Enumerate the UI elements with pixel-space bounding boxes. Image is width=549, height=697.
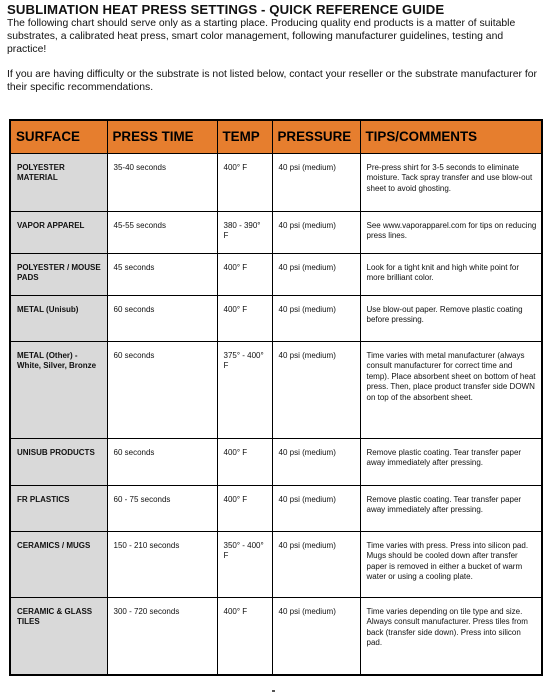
cell-tips: Time varies depending on tile type and size. Always consult manufacturer. Press tiles from back (transfer side down). Press into silicon pad.: [360, 597, 542, 675]
column-header-surface: SURFACE: [10, 120, 107, 153]
cell-tips: Use blow-out paper. Remove plastic coating before pressing.: [360, 295, 542, 341]
cell-pressure: 40 psi (medium): [272, 485, 360, 531]
settings-table: [9, 119, 543, 676]
cell-tips: See www.vaporapparel.com for tips on reducing press lines.: [360, 211, 542, 253]
table-row: [10, 295, 542, 341]
cell-tips: Time varies with metal manufacturer (always consult manufacturer for correct time and temp). Place absorbent sheet on bottom of heat press. Then, place product transfer side DOWN on top of the absorbent sheet.: [360, 341, 542, 438]
cell-temp: 380 - 390° F: [217, 211, 272, 253]
cell-press-time: 60 - 75 seconds: [107, 485, 217, 531]
column-header-pressure: PRESSURE: [272, 120, 360, 153]
cell-pressure: 40 psi (medium): [272, 153, 360, 211]
table-row: [10, 153, 542, 211]
table-row: [10, 597, 542, 675]
cell-tips: Look for a tight knit and high white point for more brilliant color.: [360, 253, 542, 295]
cell-surface: CERAMICS / MUGS: [10, 531, 107, 597]
cell-press-time: 45-55 seconds: [107, 211, 217, 253]
cell-pressure: 40 psi (medium): [272, 211, 360, 253]
cell-surface: POLYESTER / MOUSE PADS: [10, 253, 107, 295]
contact-paragraph: If you are having difficulty or the substrate is not listed below, contact your reseller or the substrate manufacturer for their specific recommendations.: [7, 69, 537, 93]
table-row: [10, 438, 542, 485]
cell-pressure: 40 psi (medium): [272, 438, 360, 485]
cell-temp: 400° F: [217, 153, 272, 211]
cell-surface: VAPOR APPAREL: [10, 211, 107, 253]
cell-temp: 400° F: [217, 597, 272, 675]
intro-paragraph: The following chart should serve only as a starting place. Producing quality end products is a matter of suitable substrates, a calibrated heat press, smart color management, following manufacturer guidelines, testing and practice!: [7, 18, 516, 55]
table-row: [10, 341, 542, 438]
cell-temp: 400° F: [217, 295, 272, 341]
cell-press-time: 60 seconds: [107, 295, 217, 341]
cell-surface: UNISUB PRODUCTS: [10, 438, 107, 485]
cell-press-time: 45 seconds: [107, 253, 217, 295]
cell-tips: Remove plastic coating. Tear transfer paper away immediately after pressing.: [360, 438, 542, 485]
cell-pressure: 40 psi (medium): [272, 295, 360, 341]
cell-pressure: 40 psi (medium): [272, 253, 360, 295]
cell-surface: FR PLASTICS: [10, 485, 107, 531]
table-row: [10, 531, 542, 597]
table-row: [10, 485, 542, 531]
cell-temp: 350° - 400° F: [217, 531, 272, 597]
table-row: [10, 253, 542, 295]
cell-tips: Remove plastic coating. Tear transfer paper away immediately after pressing.: [360, 485, 542, 531]
table-header-row: [10, 120, 542, 153]
cell-press-time: 300 - 720 seconds: [107, 597, 217, 675]
cell-surface: POLYESTER MATERIAL: [10, 153, 107, 211]
cell-tips: Pre-press shirt for 3-5 seconds to eliminate moisture. Tack spray transfer and use blow-out sheet to avoid ghosting.: [360, 153, 542, 211]
cell-surface: CERAMIC & GLASS TILES: [10, 597, 107, 675]
column-header-temp: TEMP: [217, 120, 272, 153]
table-row: [10, 211, 542, 253]
page-mark: [272, 690, 275, 692]
cell-pressure: 40 psi (medium): [272, 597, 360, 675]
cell-pressure: 40 psi (medium): [272, 531, 360, 597]
page-title: SUBLIMATION HEAT PRESS SETTINGS - QUICK REFERENCE GUIDE: [7, 2, 445, 17]
cell-surface: METAL (Unisub): [10, 295, 107, 341]
cell-pressure: 40 psi (medium): [272, 341, 360, 438]
cell-temp: 400° F: [217, 438, 272, 485]
cell-press-time: 35-40 seconds: [107, 153, 217, 211]
cell-press-time: 150 - 210 seconds: [107, 531, 217, 597]
column-header-press-time: PRESS TIME: [107, 120, 217, 153]
cell-surface: METAL (Other) - White, Silver, Bronze: [10, 341, 107, 438]
cell-tips: Time varies with press. Press into silicon pad. Mugs should be cooled down after transfer paper is removed in either a bucket of warm water or using a cooling plate.: [360, 531, 542, 597]
cell-temp: 400° F: [217, 485, 272, 531]
column-header-tips: TIPS/COMMENTS: [360, 120, 542, 153]
cell-press-time: 60 seconds: [107, 341, 217, 438]
cell-temp: 375° - 400° F: [217, 341, 272, 438]
cell-temp: 400° F: [217, 253, 272, 295]
cell-press-time: 60 seconds: [107, 438, 217, 485]
